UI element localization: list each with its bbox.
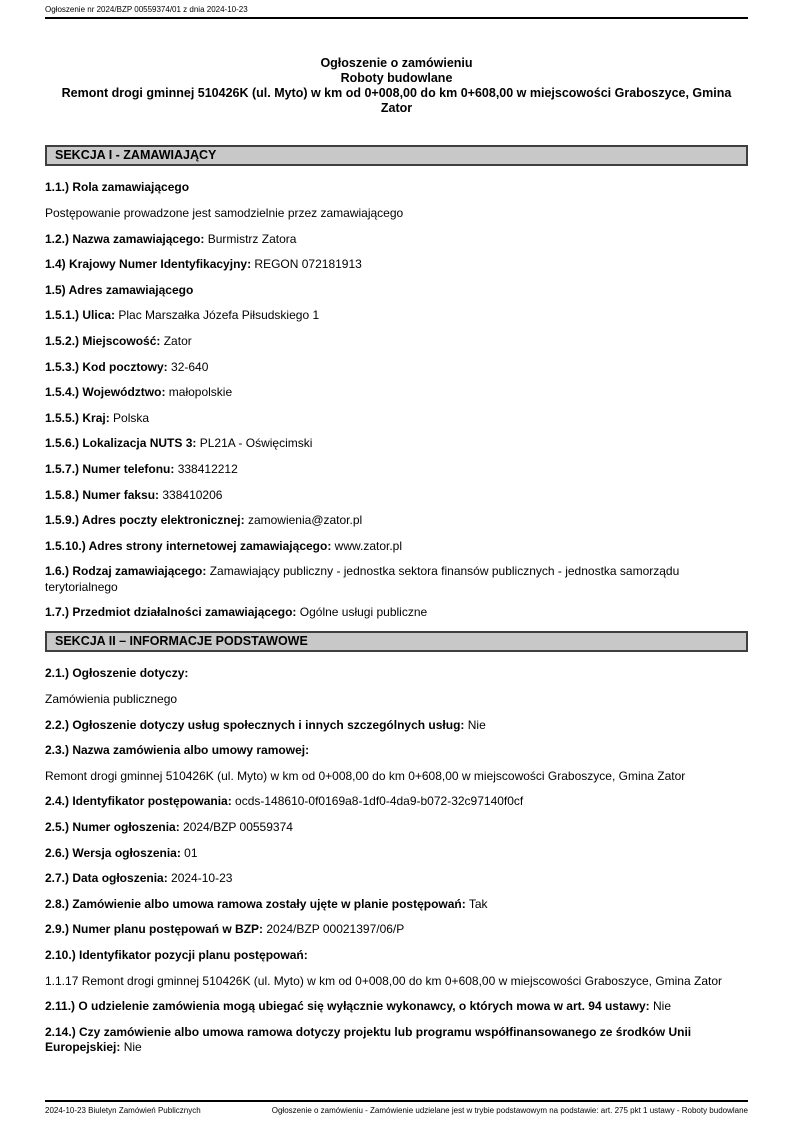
field-row (45, 743, 748, 759)
field-label: 1.4) Krajowy Numer Identyfikacyjny: (45, 257, 252, 272)
field-label: 1.2.) Nazwa zamawiającego: (45, 231, 205, 246)
page-footer (45, 1100, 748, 1116)
field-label: 2.2.) Ogłoszenie dotyczy usług społecznych i innych szczególnych usług: (45, 717, 465, 732)
field-row (45, 846, 748, 862)
field-value: Plac Marszałka Józefa Piłsudskiego 1 (115, 308, 320, 323)
field-value: Zator (160, 333, 192, 348)
title-subject: Remont drogi gminnej 510426K (ul. Myto) w km od 0+008,00 do km 0+608,00 w miejscowości Graboszyce, Gmina Zator (61, 86, 732, 115)
field-value: Nie (120, 1040, 142, 1055)
paragraph: Zamówienia publicznego (45, 692, 178, 707)
field-value: 2024-10-23 (167, 871, 233, 886)
field-value: Tak (465, 896, 488, 911)
footer-row (45, 1106, 748, 1116)
field-value: Ogólne usługi publiczne (296, 605, 428, 620)
footer-left: 2024-10-23 Biuletyn Zamówień Publicznych (45, 1106, 201, 1115)
sections-container (45, 145, 748, 1056)
footer-right: Ogłoszenie o zamówieniu - Zamówienie udzielane jest w trybie podstawowym na podstawie: art. 275 pkt 1 ustawy - Roboty budowlane (271, 1106, 748, 1115)
field-row (45, 539, 748, 555)
field-row (45, 334, 748, 350)
field-label: 2.4.) Identyfikator postępowania: (45, 794, 232, 809)
field-label: 2.14.) Czy zamówienie albo umowa ramowa dotyczy projektu lub programu współfinansowanego ze środków Unii Europejskiej: (45, 1024, 692, 1055)
field-row (45, 794, 748, 810)
field-row (45, 283, 748, 299)
field-value: Zamawiający publiczny - jednostka sektora finansów publicznych - jednostka samorządu terytorialnego (45, 564, 680, 594)
field-value: 338412212 (174, 461, 238, 476)
field-row (45, 462, 748, 478)
field-label: 2.9.) Numer planu postępowań w BZP: (45, 922, 264, 937)
field-label: 2.5.) Numer ogłoszenia: (45, 820, 180, 834)
header-divider (45, 17, 748, 19)
field-row (45, 820, 748, 836)
paragraph: Remont drogi gminnej 510426K (ul. Myto) w km od 0+008,00 do km 0+608,00 w miejscowości Graboszyce, Gmina Zator (45, 768, 686, 783)
field-row (45, 922, 748, 938)
field-value: 32-640 (167, 359, 209, 374)
field-row (45, 488, 748, 504)
field-label: 1.5.4.) Województwo: (45, 385, 166, 400)
document-title (45, 56, 748, 116)
field-row (45, 605, 748, 621)
field-label: 1.7.) Przedmiot działalności zamawiającego: (45, 605, 297, 620)
field-row (45, 999, 748, 1015)
field-label: 2.7.) Data ogłoszenia: (45, 871, 168, 886)
field-row (45, 180, 748, 196)
field-value: 2024/BZP 00021397/06/P (263, 922, 405, 937)
field-value: Burmistrz Zatora (204, 231, 297, 246)
paragraph: 1.1.17 Remont drogi gminnej 510426K (ul. Myto) w km od 0+008,00 do km 0+608,00 w miejscowości Graboszyce, Gmina Zator (45, 973, 722, 988)
field-label: 1.5.8.) Numer faksu: (45, 487, 160, 502)
field-label: 2.6.) Wersja ogłoszenia: (45, 845, 181, 860)
field-value: REGON 072181913 (251, 257, 362, 272)
field-label: 2.11.) O udzielenie zamówienia mogą ubiegać się wyłącznie wykonawcy, o których mowa w art. 94 ustawy: (45, 999, 650, 1014)
field-value: PL21A - Oświęcimski (196, 436, 313, 451)
field-row (45, 513, 748, 529)
field-row (45, 871, 748, 887)
field-label: 1.5.3.) Kod pocztowy: (45, 359, 168, 374)
paragraph: Postępowanie prowadzone jest samodzielnie przez zamawiającego (45, 205, 404, 220)
title-notice-type: Ogłoszenie o zamówieniu (320, 56, 473, 70)
field-row (45, 385, 748, 401)
field-row (45, 948, 748, 964)
field-row (45, 564, 748, 595)
field-row (45, 257, 748, 273)
field-row (45, 308, 748, 324)
field-value: małopolskie (165, 385, 233, 400)
footer-divider (45, 1100, 748, 1102)
field-value: 2024/BZP 00559374 (179, 820, 293, 834)
field-row (45, 666, 748, 682)
title-category: Roboty budowlane (340, 71, 453, 85)
field-row (45, 897, 748, 913)
field-value: ocds-148610-0f0169a8-1df0-4da9-b072-32c97140f0cf (231, 794, 524, 809)
field-label: 1.5.9.) Adres poczty elektronicznej: (45, 513, 245, 528)
field-label: 1.5.6.) Lokalizacja NUTS 3: (45, 436, 197, 451)
field-value: Nie (649, 999, 671, 1014)
field-label: 2.1.) Ogłoszenie dotyczy: (45, 666, 189, 681)
field-label: 2.3.) Nazwa zamówienia albo umowy ramowej: (45, 743, 310, 758)
field-label: 1.1.) Rola zamawiającego (45, 180, 190, 195)
field-row (45, 360, 748, 376)
field-row (45, 436, 748, 452)
field-value: 01 (180, 845, 198, 860)
field-row (45, 411, 748, 427)
field-label: 1.5) Adres zamawiającego (45, 282, 194, 297)
field-label: 1.5.10.) Adres strony internetowej zamawiającego: (45, 538, 332, 553)
field-row (45, 232, 748, 248)
section-heading: SEKCJA I - ZAMAWIAJĄCY (45, 145, 748, 166)
field-label: 1.5.1.) Ulica: (45, 308, 116, 323)
field-value: Nie (464, 717, 486, 732)
field-label: 1.5.7.) Numer telefonu: (45, 461, 175, 476)
field-value: Polska (109, 410, 150, 425)
page-header-note: Ogłoszenie nr 2024/BZP 00559374/01 z dnia 2024-10-23 (45, 5, 248, 14)
field-label: 1.6.) Rodzaj zamawiającego: (45, 564, 207, 579)
field-label: 2.10.) Identyfikator pozycji planu postępowań: (45, 947, 308, 962)
section-body (45, 666, 748, 1056)
field-label: 1.5.2.) Miejscowość: (45, 333, 161, 348)
field-label: 1.5.5.) Kraj: (45, 410, 110, 425)
section-heading: SEKCJA II – INFORMACJE PODSTAWOWE (45, 631, 748, 652)
field-row (45, 718, 748, 734)
field-label: 2.8.) Zamówienie albo umowa ramowa zostały ujęte w planie postępowań: (45, 896, 466, 911)
section-body (45, 180, 748, 621)
field-value: www.zator.pl (331, 538, 403, 553)
field-value: 338410206 (159, 487, 223, 502)
field-row (45, 1025, 748, 1056)
field-value: zamowienia@zator.pl (244, 513, 363, 528)
